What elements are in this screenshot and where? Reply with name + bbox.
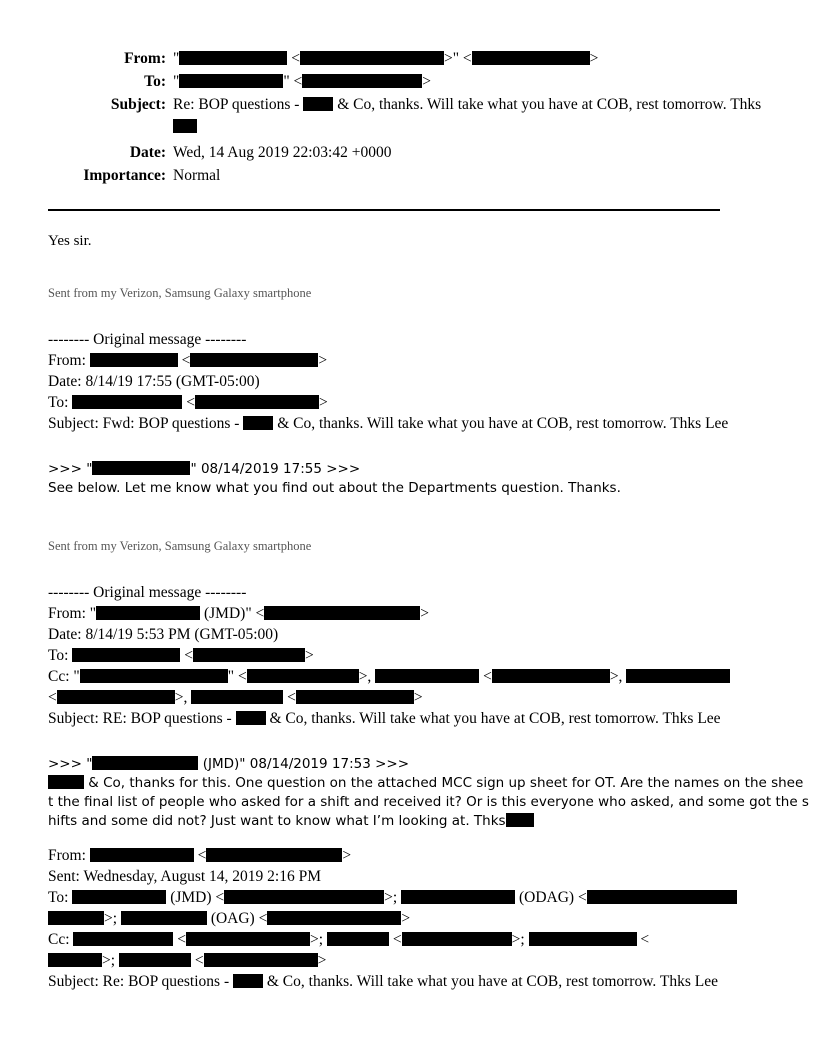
quote-mark-close: " (283, 73, 290, 90)
redaction-bar (402, 932, 512, 946)
redaction-bar (296, 690, 414, 704)
redaction-bar (72, 395, 182, 409)
orig2-cc-line-1 (48, 666, 768, 687)
quote2-marker-line (48, 755, 768, 774)
redaction-bar (206, 848, 342, 862)
angle-open: < (293, 73, 303, 90)
angle-open-2: < (577, 889, 587, 906)
redaction-bar (327, 932, 389, 946)
orig3-cc-label: Cc: (48, 931, 70, 948)
redaction-bar (121, 911, 207, 925)
redaction-bar (193, 648, 305, 662)
subject-text-part1: Re: BOP questions - (173, 96, 300, 113)
original-divider-1: -------- Original message -------- (48, 331, 247, 348)
orig1-from-label: From: (48, 352, 86, 369)
redaction-bar (492, 669, 610, 683)
header-value-date: Wed, 14 Aug 2019 22:03:42 +0000 (173, 144, 392, 161)
orig2-cc-line-2 (48, 687, 768, 708)
orig3-to-line-2 (48, 908, 768, 929)
redaction-bar (243, 416, 273, 430)
redaction-bar (401, 890, 515, 904)
angle-close: > (342, 847, 352, 864)
header-value-importance: Normal (173, 167, 221, 184)
redaction-bar (506, 813, 534, 827)
orig3-subject-post: & Co, thanks. Will take what you have at COB, rest tomorrow. Thks Lee (266, 973, 718, 990)
orig2-to-label: To: (48, 647, 69, 664)
orig2-cc-label: Cc: " (48, 668, 80, 685)
redaction-bar (264, 606, 420, 620)
orig3-sent-line: Sent: Wednesday, August 14, 2019 2:16 PM (48, 868, 322, 885)
redaction-bar (191, 690, 283, 704)
redaction-bar (190, 353, 318, 367)
quoted-block-1 (48, 460, 768, 498)
quote2-text-c: hifts and some did not? Just want to know what I’m looking at. Thks (48, 813, 506, 829)
redaction-bar (529, 932, 637, 946)
redaction-bar (48, 953, 102, 967)
redaction-bar (57, 690, 175, 704)
redaction-bar (179, 74, 283, 88)
redaction-bar (195, 395, 319, 409)
angle-open: < (215, 889, 225, 906)
redaction-bar (72, 648, 180, 662)
orig2-date-line: Date: 8/14/19 5:53 PM (GMT-05:00) (48, 626, 279, 643)
angle-open: < (194, 952, 204, 969)
header-row-subject (48, 94, 768, 138)
signature-line-1: Sent from my Verizon, Samsung Galaxy smartphone (48, 286, 312, 300)
redaction-bar (179, 51, 287, 65)
email-body (48, 231, 809, 992)
header-row-to (48, 71, 768, 93)
quote2-text-line-1 (48, 774, 804, 793)
angle-close-semi: >, (174, 689, 188, 706)
quote1-marker-close: " 08/14/2019 17:55 >>> (190, 461, 361, 477)
angle-close: > (401, 910, 411, 927)
angle-close: > (422, 73, 432, 90)
orig2-to-line (48, 645, 768, 666)
orig2-from-line (48, 603, 768, 624)
redaction-bar (90, 353, 178, 367)
angle-close-semi: >; (102, 952, 116, 969)
orig1-subject-line (48, 413, 768, 434)
redaction-bar (247, 669, 359, 683)
header-value-from (173, 48, 768, 70)
orig2-cc-mid: " (227, 668, 235, 685)
original-message-1 (48, 329, 768, 434)
orig3-to-label: To: (48, 889, 69, 906)
email-header (48, 48, 768, 187)
orig2-from-label: From: " (48, 605, 97, 622)
orig1-subject-post: & Co, thanks. Will take what you have at COB, rest tomorrow. Thks Lee (277, 415, 729, 432)
angle-close-semi: >, (358, 668, 372, 685)
redaction-bar (186, 932, 310, 946)
angle-close: > (420, 605, 430, 622)
angle-close-semi-2: >, (609, 668, 623, 685)
redaction-bar (303, 97, 333, 111)
redaction-bar (626, 669, 730, 683)
orig1-from-line (48, 350, 768, 371)
quote1-marker-line (48, 460, 768, 479)
orig3-subject-line (48, 971, 768, 992)
redaction-bar (587, 890, 737, 904)
angle-close: > (318, 352, 328, 369)
redaction-bar (267, 911, 401, 925)
angle-close-semi: >; (384, 889, 398, 906)
angle-open-2: < (392, 931, 402, 948)
angle-open: < (291, 50, 300, 67)
header-label-from: From: (124, 50, 166, 67)
angle-open-3: < (640, 931, 650, 948)
orig3-from-line (48, 845, 768, 866)
quote2-text-a: & Co, thanks for this. One question on the attached MCC sign up sheet for OT. Are the names on the shee (88, 775, 804, 791)
original-message-3 (48, 845, 768, 992)
angle-close-semi: >; (104, 910, 118, 927)
redaction-bar (173, 119, 197, 133)
header-row-importance (48, 165, 768, 187)
angle-close-semi-2: >; (511, 931, 525, 948)
angle-open: < (255, 605, 265, 622)
orig3-subject-pre: Subject: Re: BOP questions - (48, 973, 230, 990)
orig3-from-label: From: (48, 847, 86, 864)
redaction-bar (236, 711, 266, 725)
angle-close-quote: >" (443, 50, 460, 67)
redaction-bar (72, 890, 166, 904)
redaction-bar (48, 911, 104, 925)
angle-open: < (237, 668, 247, 685)
signature-line-2: Sent from my Verizon, Samsung Galaxy smartphone (48, 539, 312, 553)
angle-close: > (413, 689, 423, 706)
angle-close-semi: >; (310, 931, 324, 948)
redaction-bar (300, 51, 444, 65)
orig3-to-mid2: (ODAG) (518, 889, 575, 906)
orig3-to-mid1: (JMD) (170, 889, 212, 906)
angle-close: > (304, 647, 314, 664)
angle-close: > (318, 394, 328, 411)
orig1-subject-pre: Subject: Fwd: BOP questions - (48, 415, 240, 432)
header-label-importance: Importance: (83, 167, 166, 184)
angle-close: > (317, 952, 327, 969)
angle-open: < (258, 910, 268, 927)
redaction-bar (224, 890, 384, 904)
subject-text-part2: & Co, thanks. Will take what you have at COB, rest tomorrow. Thks (337, 96, 762, 113)
redaction-bar (96, 606, 200, 620)
orig3-to-mid3: (OAG) (210, 910, 255, 927)
quote-mark-open: " (173, 50, 180, 67)
redaction-bar (90, 848, 194, 862)
angle-open: < (48, 689, 57, 706)
redaction-bar (119, 953, 191, 967)
original-message-2 (48, 582, 768, 729)
quoted-block-2 (48, 755, 809, 831)
orig2-subject-line (48, 708, 768, 729)
angle-open: < (186, 394, 195, 411)
angle-open-2: < (483, 668, 492, 685)
orig1-to-line (48, 392, 768, 413)
orig1-to-label: To: (48, 394, 69, 411)
header-label-subject: Subject: (110, 96, 166, 113)
redaction-bar (73, 932, 173, 946)
header-row-date (48, 142, 768, 164)
header-value-subject (173, 94, 768, 138)
orig2-subject-post: & Co, thanks. Will take what you have at COB, rest tomorrow. Thks Lee (269, 710, 721, 727)
angle-close-2: > (589, 50, 599, 67)
redaction-bar (92, 756, 198, 770)
angle-open: < (197, 847, 207, 864)
header-label-date: Date: (129, 144, 166, 161)
orig2-from-mid: (JMD)" (203, 605, 252, 622)
angle-open: < (184, 647, 193, 664)
redaction-bar (92, 461, 190, 475)
orig2-subject-pre: Subject: RE: BOP questions - (48, 710, 232, 727)
redaction-bar (472, 51, 590, 65)
redaction-bar (375, 669, 479, 683)
angle-open: < (181, 352, 191, 369)
orig1-date-line: Date: 8/14/19 17:55 (GMT-05:00) (48, 373, 260, 390)
quote1-marker-open: >>> " (48, 461, 93, 477)
redaction-bar (80, 669, 228, 683)
redaction-bar (233, 974, 263, 988)
quote2-text-line-3 (48, 812, 768, 831)
header-value-to (173, 71, 768, 93)
orig3-to-line-1 (48, 887, 768, 908)
redaction-bar (48, 775, 84, 789)
angle-open: < (177, 931, 187, 948)
greeting-text: Yes sir. (48, 233, 92, 249)
header-divider (48, 209, 720, 211)
quote1-text: See below. Let me know what you find out about the Departments question. Thanks. (48, 480, 621, 496)
quote2-marker-mid: (JMD)" 08/14/2019 17:53 >>> (202, 756, 410, 772)
header-row-from (48, 48, 768, 70)
quote2-text-line-2: t the final list of people who asked for a shift and received it? Or is this everyone who asked, and some got the s (48, 794, 809, 810)
quote2-marker-open: >>> " (48, 756, 93, 772)
quote-mark-open: " (173, 73, 180, 90)
angle-open-2: < (462, 50, 472, 67)
redaction-bar (204, 953, 318, 967)
original-divider-2: -------- Original message -------- (48, 584, 247, 601)
angle-open-2: < (287, 689, 296, 706)
orig3-cc-line-1 (48, 929, 768, 950)
header-label-to: To: (144, 73, 166, 90)
orig3-cc-line-2 (48, 950, 768, 971)
redaction-bar (302, 74, 422, 88)
